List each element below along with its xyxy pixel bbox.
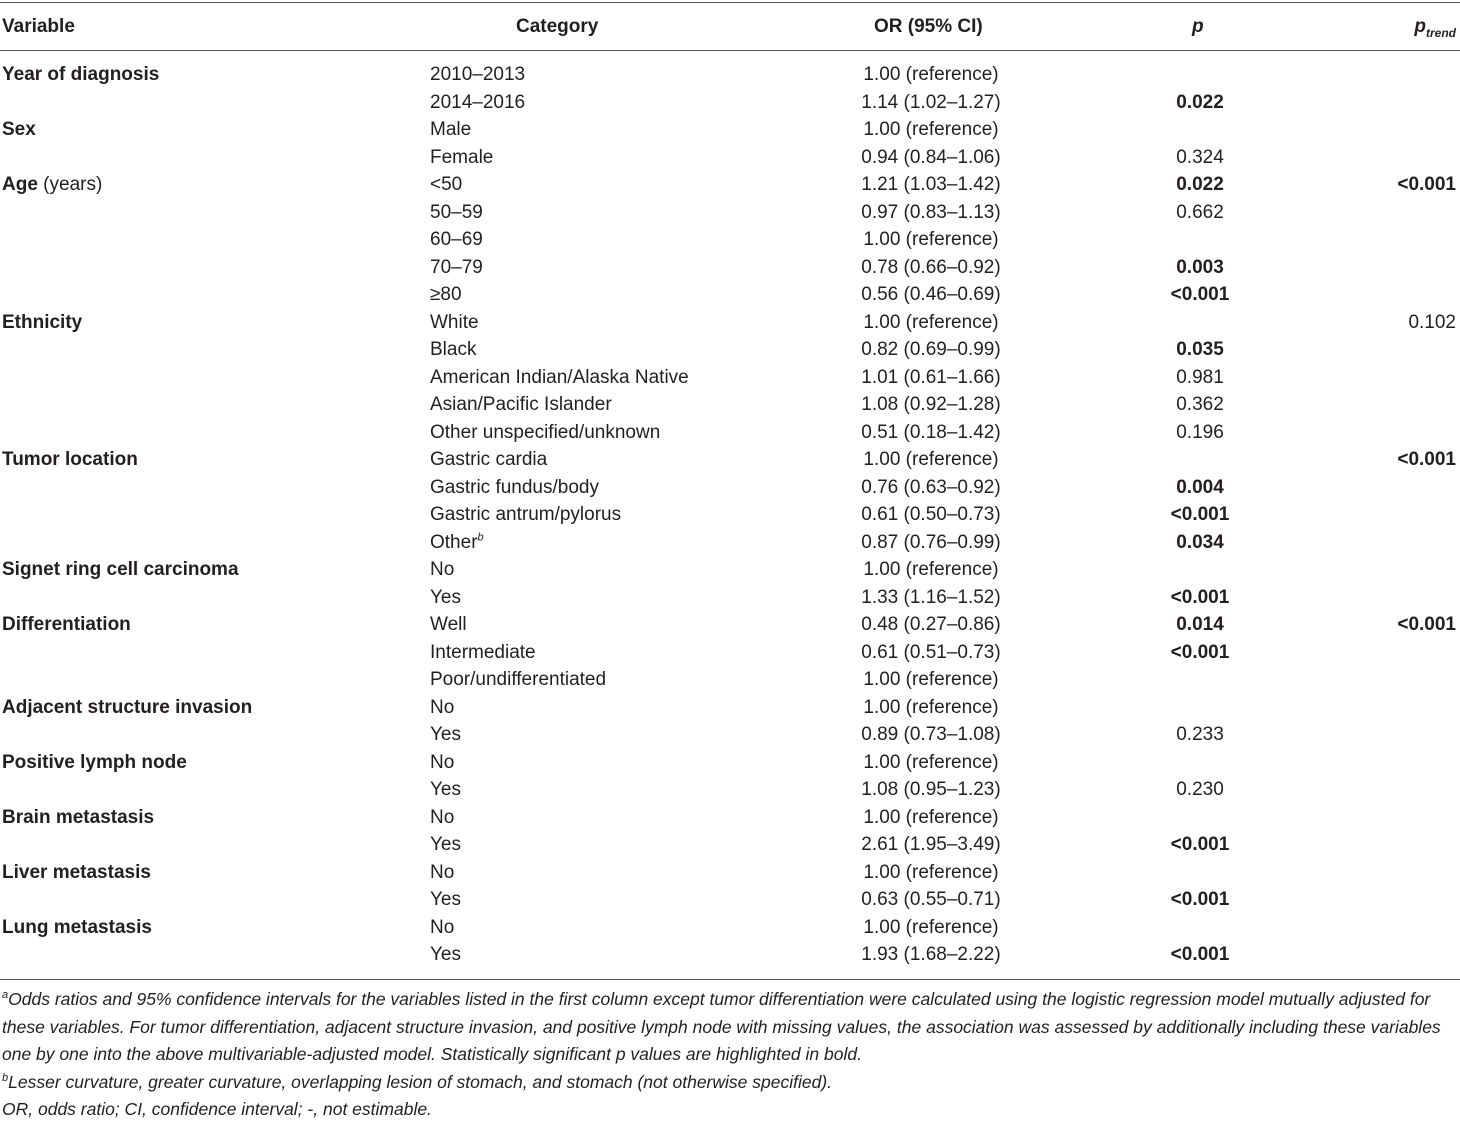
cell-category (430, 90, 525, 116)
table-row (0, 915, 1460, 943)
cell-p-value: 0.034 (1176, 531, 1224, 553)
table-row (0, 585, 1460, 613)
variable-label: Liver metastasis (2, 861, 151, 883)
cell-category (430, 695, 454, 721)
category-label: No (430, 916, 455, 938)
cell-p-trend: <0.001 (1397, 614, 1456, 635)
cell-or-ci: 1.00 (reference) (863, 229, 999, 250)
table-bottom-rule (0, 979, 1460, 980)
cell-category (430, 750, 454, 776)
cell-or-ci: 0.82 (0.69–0.99) (861, 339, 1001, 360)
category-label: No (430, 806, 455, 828)
cell-p-value: <0.001 (1170, 944, 1230, 965)
table-row (0, 640, 1460, 668)
cell-category (430, 530, 484, 556)
cell-p-value: 0.022 (1176, 91, 1224, 113)
cell-or-ci: 1.93 (1.68–2.22) (861, 944, 1001, 965)
cell-or-ci: 1.21 (1.03–1.42) (861, 174, 1001, 195)
table-row (0, 365, 1460, 393)
cell-or-ci: 1.00 (reference) (863, 696, 999, 718)
table-top-rule (0, 2, 1460, 3)
category-label: No (430, 559, 455, 580)
cell-category (430, 860, 454, 886)
category-label: No (430, 861, 455, 883)
table-row (0, 255, 1460, 283)
cell-category (430, 200, 483, 226)
table-header (0, 15, 1460, 39)
category-label: Gastric fundus/body (430, 476, 599, 498)
footnote-b (2, 1069, 1458, 1097)
category-label: Gastric cardia (430, 449, 548, 470)
table-row (0, 420, 1460, 448)
cell-category (430, 805, 454, 831)
category-label: Gastric antrum/pylorus (430, 504, 622, 525)
table-row (0, 887, 1460, 915)
cell-or-ci: 1.08 (0.92–1.28) (861, 394, 1001, 415)
table-row (0, 557, 1460, 585)
cell-p-value: 0.233 (1176, 724, 1224, 745)
table-row (0, 310, 1460, 338)
cell-category (430, 557, 454, 583)
category-label: Yes (430, 724, 461, 745)
category-label: 50–59 (430, 201, 483, 223)
variable-label: Positive lymph node (2, 751, 187, 773)
table-row (0, 200, 1460, 228)
cell-variable (2, 172, 102, 198)
cell-p-value: 0.981 (1176, 366, 1224, 388)
cell-variable (2, 915, 152, 941)
variable-label: Adjacent structure invasion (2, 696, 253, 718)
table-row (0, 612, 1460, 640)
cell-variable (2, 117, 36, 143)
table-row (0, 447, 1460, 475)
cell-category (430, 942, 461, 968)
cell-or-ci: 0.94 (0.84–1.06) (861, 146, 1001, 168)
category-label: Yes (430, 834, 461, 855)
cell-category (430, 585, 461, 611)
category-label: 60–69 (430, 229, 483, 250)
cell-variable (2, 557, 239, 583)
cell-p-value: <0.001 (1170, 586, 1230, 608)
category-label: Poor/undifferentiated (430, 669, 607, 690)
category-label: <50 (430, 174, 463, 195)
cell-variable (2, 860, 151, 886)
cell-or-ci: 0.89 (0.73–1.08) (861, 724, 1001, 745)
category-label: ≥80 (430, 284, 462, 305)
cell-p-value: 0.230 (1176, 779, 1224, 800)
category-label: No (430, 751, 455, 773)
cell-p-value: 0.014 (1176, 614, 1224, 635)
cell-variable (2, 805, 154, 831)
cell-or-ci: 2.61 (1.95–3.49) (861, 834, 1001, 855)
cell-category (430, 255, 483, 281)
cell-variable (2, 447, 138, 473)
cell-or-ci: 1.00 (reference) (863, 119, 999, 140)
table-row (0, 282, 1460, 310)
cell-category (430, 502, 621, 528)
cell-or-ci: 0.56 (0.46–0.69) (861, 284, 1001, 305)
table-row (0, 392, 1460, 420)
category-label: 2014–2016 (430, 91, 526, 113)
footnote-abbreviations: OR, odds ratio; CI, confidence interval; -, not estimable. (2, 1099, 432, 1119)
category-label: Black (430, 339, 477, 360)
cell-category (430, 722, 461, 748)
cell-p-value: <0.001 (1170, 284, 1230, 305)
variable-unit: (years) (37, 174, 103, 195)
header-p-trend (1414, 15, 1456, 39)
variable-label: Tumor location (2, 449, 138, 470)
cell-category (430, 365, 689, 391)
cell-variable (2, 695, 252, 721)
cell-category (430, 145, 493, 171)
cell-p-value: 0.196 (1176, 421, 1224, 443)
cell-category (430, 640, 536, 666)
cell-or-ci: 0.51 (0.18–1.42) (861, 421, 1001, 443)
header-p-trend-sub: trend (1426, 25, 1456, 40)
table-row (0, 337, 1460, 365)
variable-label: Age (2, 174, 38, 195)
cell-or-ci: 1.00 (reference) (863, 861, 999, 883)
variable-label: Ethnicity (2, 311, 83, 333)
cell-category (430, 337, 476, 363)
category-label: Other unspecified/unknown (430, 421, 661, 443)
cell-p-value: 0.324 (1176, 146, 1224, 168)
cell-or-ci: 0.63 (0.55–0.71) (861, 889, 1001, 910)
cell-or-ci: 1.00 (reference) (863, 669, 999, 690)
table-row (0, 942, 1460, 970)
cell-p-value: 0.035 (1176, 339, 1224, 360)
table-row (0, 750, 1460, 778)
cell-p-value: 0.662 (1176, 201, 1224, 223)
cell-p-value: <0.001 (1170, 641, 1230, 663)
cell-or-ci: 0.87 (0.76–0.99) (861, 531, 1001, 553)
table-row (0, 722, 1460, 750)
table-row (0, 172, 1460, 200)
table-row (0, 62, 1460, 90)
footnote-a-text: Odds ratios and 95% confidence intervals for the variables listed in the first column except tumor differentiation were calculated using the logistic regression model mutually adjusted for these variables. For tumor differentiation, adjacent structure invasion, and positive lymph node with missing values, the association was assessed by additionally including these variables one by one into the above multivariable-adjusted model. Statistically significant p values are highlighted in bold. (2, 989, 1441, 1064)
table-row (0, 530, 1460, 558)
cell-category (430, 612, 467, 638)
cell-p-value: <0.001 (1170, 504, 1230, 525)
category-label: White (430, 311, 479, 333)
cell-or-ci: 1.00 (reference) (863, 64, 999, 85)
variable-label: Signet ring cell carcinoma (2, 559, 239, 580)
header-category: Category (516, 16, 599, 37)
cell-category (430, 887, 461, 913)
footnote-b-marker: b (2, 1071, 9, 1084)
cell-category (430, 420, 660, 446)
header-or-ci: OR (95% CI) (874, 16, 983, 37)
cell-category (430, 777, 461, 803)
table-row (0, 695, 1460, 723)
cell-variable (2, 750, 187, 776)
category-label: Asian/Pacific Islander (430, 394, 612, 415)
footnote-a-marker: a (2, 989, 9, 1002)
table-row (0, 475, 1460, 503)
cell-category (430, 915, 454, 941)
table-row (0, 777, 1460, 805)
variable-label: Year of diagnosis (2, 64, 160, 85)
cell-or-ci: 1.00 (reference) (863, 559, 999, 580)
table-row (0, 117, 1460, 145)
cell-variable (2, 612, 131, 638)
variable-label: Brain metastasis (2, 806, 155, 828)
table-row (0, 805, 1460, 833)
cell-or-ci: 0.61 (0.51–0.73) (861, 641, 1001, 663)
cell-category (430, 282, 462, 308)
cell-or-ci: 1.00 (reference) (863, 751, 999, 773)
category-label: Female (430, 146, 494, 168)
footnote-b-text: Lesser curvature, greater curvature, overlapping lesion of stomach, and stomach (not otherwise specified). (8, 1071, 833, 1092)
cell-or-ci: 1.14 (1.02–1.27) (861, 91, 1001, 113)
cell-or-ci: 0.97 (0.83–1.13) (861, 201, 1001, 223)
cell-variable (2, 62, 159, 88)
cell-or-ci: 0.61 (0.50–0.73) (861, 504, 1001, 525)
cell-category (430, 62, 525, 88)
cell-category (430, 832, 461, 858)
cell-category (430, 475, 599, 501)
cell-or-ci: 1.08 (0.95–1.23) (861, 779, 1001, 800)
header-variable: Variable (2, 16, 75, 37)
cell-category (430, 117, 471, 143)
table-row (0, 90, 1460, 118)
cell-p-value: <0.001 (1170, 889, 1230, 910)
cell-category (430, 172, 462, 198)
cell-or-ci: 1.00 (reference) (863, 806, 999, 828)
category-label: American Indian/Alaska Native (430, 366, 689, 388)
cell-category (430, 447, 547, 473)
cell-or-ci: 0.48 (0.27–0.86) (861, 614, 1001, 635)
category-label: No (430, 696, 455, 718)
category-label: Male (430, 119, 472, 140)
cell-or-ci: 1.00 (reference) (863, 311, 999, 333)
table-row (0, 502, 1460, 530)
variable-label: Differentiation (2, 614, 131, 635)
category-label: Other (430, 531, 478, 553)
category-label: Yes (430, 944, 461, 965)
category-label: Yes (430, 889, 461, 910)
variable-label: Sex (2, 119, 36, 140)
cell-p-value: 0.362 (1176, 394, 1224, 415)
cell-p-trend: <0.001 (1397, 449, 1456, 470)
table-body (0, 62, 1460, 970)
cell-category (430, 392, 612, 418)
cell-category (430, 227, 483, 253)
category-label: Yes (430, 586, 461, 608)
table-footnotes (2, 986, 1458, 1124)
category-label: Intermediate (430, 641, 536, 663)
cell-category (430, 667, 606, 693)
table-row (0, 145, 1460, 173)
table-row (0, 832, 1460, 860)
table-row (0, 860, 1460, 888)
cell-p-value: 0.022 (1176, 174, 1224, 195)
footnote-a (2, 986, 1458, 1069)
cell-category (430, 310, 479, 336)
table-row (0, 227, 1460, 255)
cell-p-trend: <0.001 (1397, 174, 1456, 195)
table-header-rule (0, 50, 1460, 51)
cell-p-trend: 0.102 (1408, 311, 1456, 333)
cell-or-ci: 1.00 (reference) (863, 916, 999, 938)
cell-or-ci: 0.76 (0.63–0.92) (861, 476, 1001, 498)
header-p-trend-base: p (1414, 16, 1426, 37)
cell-or-ci: 0.78 (0.66–0.92) (861, 256, 1001, 278)
category-label: 2010–2013 (430, 64, 526, 85)
table-row (0, 667, 1460, 695)
footnote-marker: b (477, 531, 484, 544)
cell-p-value: <0.001 (1170, 834, 1230, 855)
category-label: 70–79 (430, 256, 483, 278)
category-label: Yes (430, 779, 461, 800)
variable-label: Lung metastasis (2, 916, 152, 938)
cell-or-ci: 1.33 (1.16–1.52) (861, 586, 1001, 608)
cell-p-value: 0.003 (1176, 256, 1224, 278)
cell-or-ci: 1.01 (0.61–1.66) (861, 366, 1001, 388)
cell-or-ci: 1.00 (reference) (863, 449, 999, 470)
header-p: p (1192, 16, 1204, 37)
category-label: Well (430, 614, 467, 635)
cell-variable (2, 310, 82, 336)
cell-p-value: 0.004 (1176, 476, 1224, 498)
